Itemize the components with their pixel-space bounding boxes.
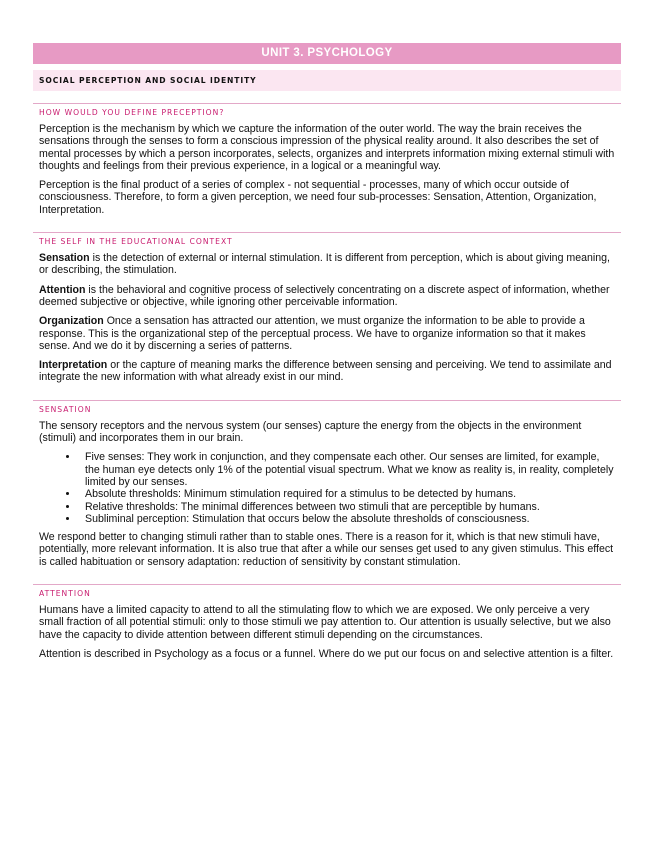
section-heading-sensation: SENSATION — [33, 400, 621, 414]
organization-text: Once a sensation has attracted our attention, we must organize the information to be able to provide a response. This is the organizational step of the perceptual process. We have to organize information so that it makes sense. And we do it by discerning a series of patterns. — [39, 315, 586, 352]
unit-title: UNIT 3. PSYCHOLOGY — [261, 47, 393, 59]
section-heading-self: THE SELF IN THE EDUCATIONAL CONTEXT — [33, 232, 621, 246]
interpretation-definition — [33, 359, 621, 384]
perception-paragraph-2: Perception is the final product of a series of complex - not sequential - processes, many of which occur outside of consciousness. Therefore, to form a given perception, we need four sub-processes: Sensation, Attention, Organization, Interpretation. — [39, 179, 597, 216]
sensation-definition — [33, 252, 621, 277]
sensation-text: is the detection of external or internal stimulation. It is different from perception, which is about giving meaning, or describing, the stimulation. — [39, 252, 610, 277]
attention-paragraph-2: Attention is described in Psychology as a focus or a funnel. Where do we put our focus on and selective attention is a filter. — [39, 647, 614, 660]
attention-text: is the behavioral and cognitive process of selectively concentrating on a discrete aspect of information, whether deemed subjective or objective, while ignoring other perceivable information. — [39, 283, 610, 308]
list-item: • Relative thresholds: The minimal differences between two stimuli that are perceptible by humans. — [79, 501, 615, 513]
attention-term: Attention — [39, 283, 86, 296]
subtitle-bar — [33, 70, 621, 91]
list-item: • Five senses: They work in conjunction, and they compensate each other. Our senses are limited, for example, the human eye detects only 1% of the potential visual spectrum. What we know as reality is, in reality, completely limited by our senses. — [79, 451, 615, 488]
list-item: • Subliminal perception: Stimulation that occurs below the absolute thresholds of consciousness. — [79, 513, 615, 525]
sensation-list — [33, 451, 621, 525]
section-heading-perception: HOW WOULD YOU DEFINE PRECEPTION? — [33, 103, 621, 117]
organization-term: Organization — [39, 315, 104, 328]
sensation-intro: The sensory receptors and the nervous system (our senses) capture the energy from the objects in the environment (stimuli) and incorporates them in our brain. — [39, 419, 582, 445]
interpretation-text: or the capture of meaning marks the difference between sensing and perceiving. We tend to assimilate and integrate the new information with what already exist in our mind. — [39, 359, 612, 384]
unit-title-bar — [33, 43, 621, 64]
sensation-outro: We respond better to changing stimuli rather than to stable ones. There is a reason for it, which is that new stimuli have, potentially, more relevant information. It is also true that after a while our senses get used to any given stimulus. This effect is called habituation or sensory adaptation: reduction of sensitivity by constant stimulation. — [39, 531, 614, 568]
section-heading-attention: ATTENTION — [33, 584, 621, 598]
document-page — [33, 43, 621, 660]
subtitle: SOCIAL PERCEPTION AND SOCIAL IDENTITY — [39, 76, 257, 85]
attention-paragraph-1: Humans have a limited capacity to attend to all the stimulating flow to which we are exposed. We only perceive a very small fraction of all potential stimuli: only to those stimuli we pay attention to. Our attention is usually selective, but we also have the capacity to divide attention between different stimuli depending on the circumstances. — [39, 604, 611, 641]
perception-paragraph-1: Perception is the mechanism by which we capture the information of the outer world. The way the brain receives the sensations through the senses to form a conscious impression of the physical reality around. It also describes the set of mental processes by which a person incorporates, selects, organizes and interprets information mixing external stimuli with thoughts and feelings from their previous experience, in a logical or a meaningful way. — [39, 123, 615, 172]
list-item: • Absolute thresholds: Minimum stimulation required for a stimulus to be detected by humans. — [79, 488, 615, 500]
sensation-term: Sensation — [39, 252, 90, 265]
interpretation-term: Interpretation — [39, 359, 108, 372]
organization-definition — [33, 315, 621, 352]
attention-definition — [33, 284, 621, 309]
